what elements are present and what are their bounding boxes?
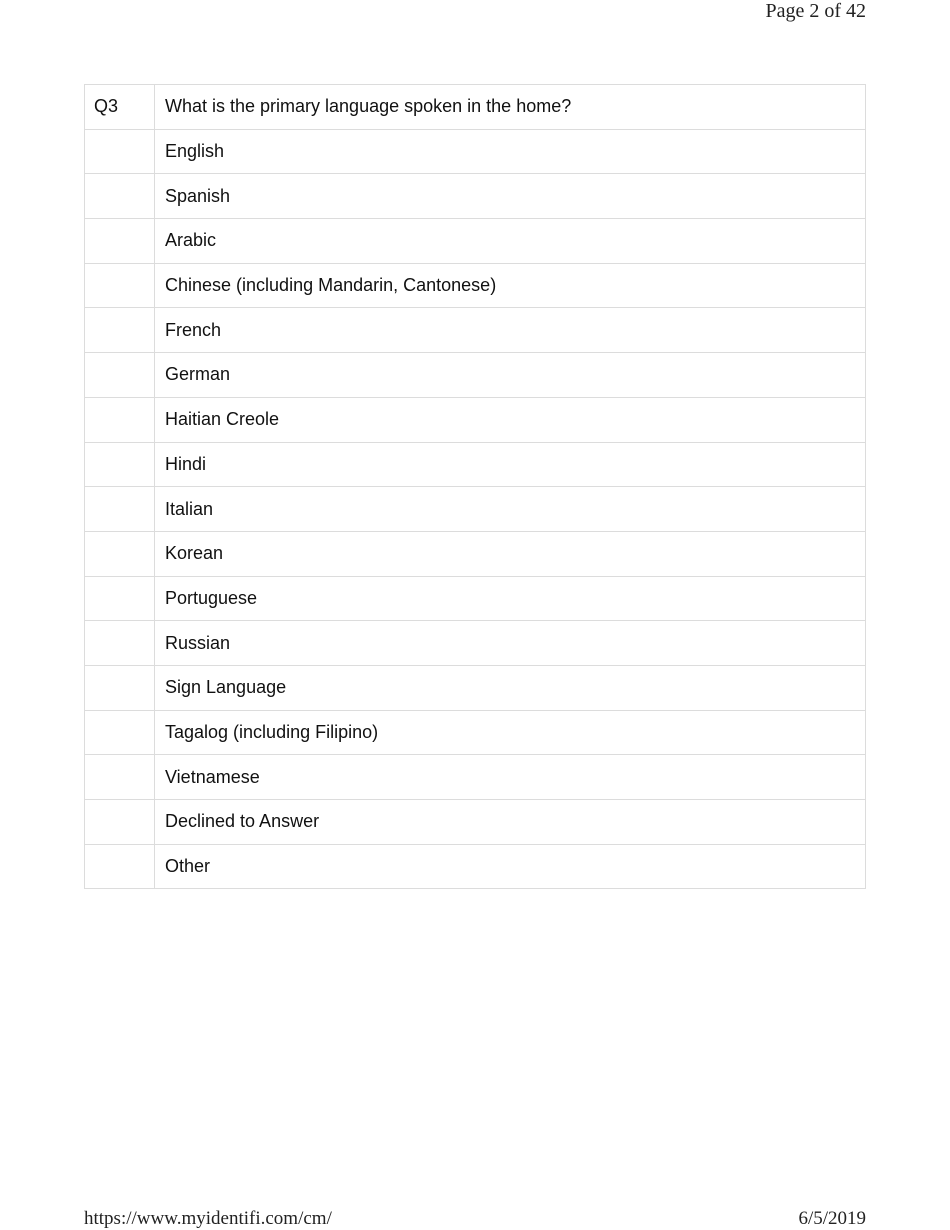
option-number-cell: [85, 442, 155, 487]
option-number-cell: [85, 800, 155, 845]
option-label: Chinese (including Mandarin, Cantonese): [155, 263, 866, 308]
option-row: [85, 219, 866, 264]
option-number-cell: [85, 219, 155, 264]
option-row: [85, 576, 866, 621]
option-label: Vietnamese: [155, 755, 866, 800]
option-number-cell: [85, 487, 155, 532]
option-number-cell: [85, 665, 155, 710]
option-row: [85, 174, 866, 219]
question-table: [84, 84, 866, 889]
option-row: [85, 621, 866, 666]
footer-date: 6/5/2019: [798, 1208, 866, 1229]
option-number-cell: [85, 308, 155, 353]
option-label: English: [155, 129, 866, 174]
option-label: German: [155, 353, 866, 398]
option-label: Tagalog (including Filipino): [155, 710, 866, 755]
question-number: Q3: [85, 85, 155, 130]
option-row: [85, 800, 866, 845]
option-label: Hindi: [155, 442, 866, 487]
option-row: [85, 263, 866, 308]
option-number-cell: [85, 263, 155, 308]
option-label: Other: [155, 844, 866, 889]
option-label: Italian: [155, 487, 866, 532]
option-number-cell: [85, 174, 155, 219]
option-number-cell: [85, 129, 155, 174]
footer-url: https://www.myidentifi.com/cm/: [84, 1208, 332, 1229]
option-row: [85, 531, 866, 576]
option-label: Korean: [155, 531, 866, 576]
option-number-cell: [85, 531, 155, 576]
option-label: Arabic: [155, 219, 866, 264]
option-row: [85, 353, 866, 398]
option-label: Russian: [155, 621, 866, 666]
option-number-cell: [85, 844, 155, 889]
option-row: [85, 710, 866, 755]
question-text: What is the primary language spoken in the home?: [155, 85, 866, 130]
option-row: [85, 308, 866, 353]
option-label: Portuguese: [155, 576, 866, 621]
option-row: [85, 665, 866, 710]
page-number: Page 2 of 42: [765, 0, 866, 22]
option-number-cell: [85, 576, 155, 621]
option-row: [85, 442, 866, 487]
option-label: Haitian Creole: [155, 397, 866, 442]
option-row: [85, 397, 866, 442]
option-number-cell: [85, 710, 155, 755]
option-number-cell: [85, 397, 155, 442]
option-label: Sign Language: [155, 665, 866, 710]
option-label: French: [155, 308, 866, 353]
option-label: Spanish: [155, 174, 866, 219]
option-row: [85, 755, 866, 800]
option-number-cell: [85, 755, 155, 800]
option-row: [85, 129, 866, 174]
option-row: [85, 487, 866, 532]
option-label: Declined to Answer: [155, 800, 866, 845]
question-row: [85, 85, 866, 130]
option-row: [85, 844, 866, 889]
option-number-cell: [85, 621, 155, 666]
option-number-cell: [85, 353, 155, 398]
